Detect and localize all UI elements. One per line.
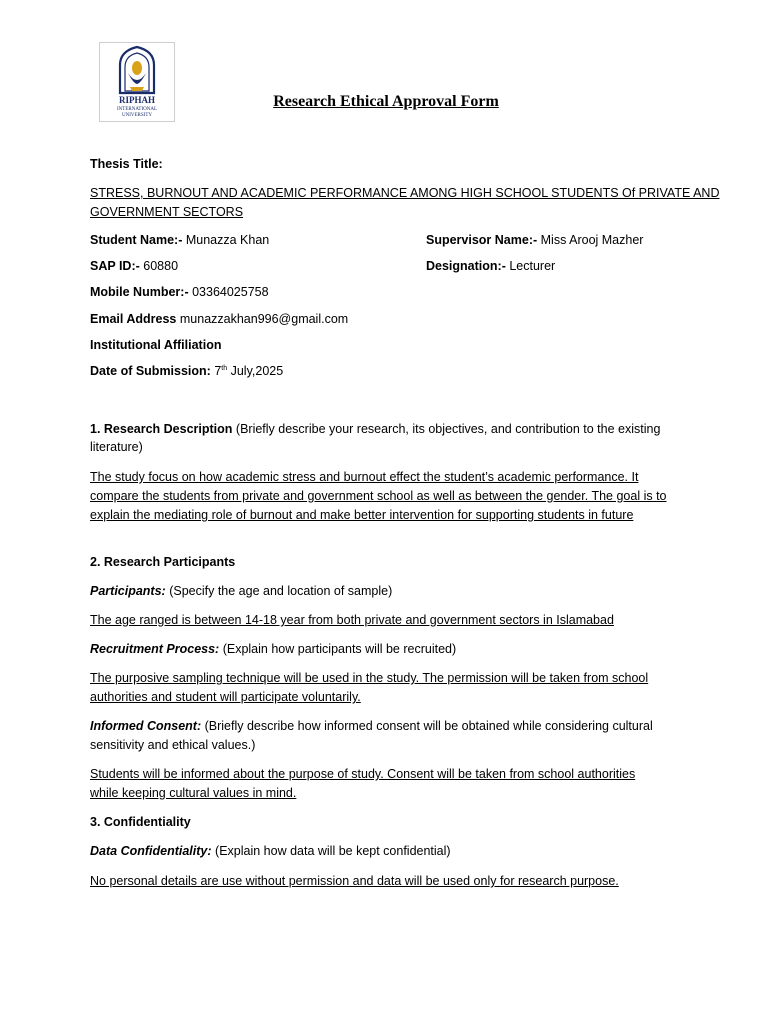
student-name-value: Munazza Khan: [185, 233, 270, 247]
logo-name: RIPHAH: [119, 95, 155, 105]
mobile-value: 03364025758: [192, 285, 269, 299]
recruitment-row: [90, 640, 682, 659]
consent-instruction-line1: (Briefly describe how informed consent will be obtained while considering cultural: [204, 719, 653, 733]
thesis-title-line1: STRESS, BURNOUT AND ACADEMIC PERFORMANCE AMONG HIGH SCHOOL STUDENTS Of PRIVATE AND: [90, 186, 720, 200]
thesis-title-label: Thesis Title:: [90, 157, 163, 171]
consent-row: [90, 717, 682, 736]
supervisor-name-row: [426, 231, 726, 250]
data-confidentiality-instruction: (Explain how data will be kept confidential): [215, 844, 451, 858]
date-sup: th: [221, 364, 228, 372]
student-name-row: [90, 231, 410, 250]
date-day: 7: [214, 364, 222, 378]
form-title: Research Ethical Approval Form: [273, 93, 499, 110]
participants-answer: The age ranged is between 14-18 year from both private and government sectors in Islamabad: [90, 613, 614, 627]
section3-heading: 3. Confidentiality: [90, 815, 191, 829]
mobile-label: Mobile Number:-: [90, 285, 189, 299]
affiliation-label: Institutional Affiliation: [90, 338, 222, 352]
section1-answer-line2: compare the students from private and government school as well as between the gender. The goal is to: [90, 489, 667, 503]
designation-row: [426, 257, 726, 276]
sap-id-label: SAP ID:-: [90, 259, 140, 273]
data-confidentiality-label: Data Confidentiality:: [90, 844, 212, 858]
recruitment-answer-line1: The purposive sampling technique will be used in the study. The permission will be taken from school: [90, 671, 649, 685]
date-row: [90, 362, 682, 381]
section1-heading: 1. Research Description: [90, 422, 233, 436]
recruitment-label: Recruitment Process:: [90, 642, 220, 656]
logo-sub1: INTERNATIONAL: [117, 107, 157, 112]
consent-instruction-line2: sensitivity and ethical values.): [90, 738, 256, 752]
logo-sub2: UNIVERSITY: [122, 113, 152, 118]
consent-label: Informed Consent:: [90, 719, 202, 733]
consent-answer-line2: while keeping cultural values in mind.: [90, 786, 297, 800]
thesis-title-line2: GOVERNMENT SECTORS: [90, 205, 244, 219]
email-label: Email Address: [90, 312, 177, 326]
section2-heading: 2. Research Participants: [90, 555, 236, 569]
participants-row: [90, 582, 682, 601]
sap-id-row: [90, 257, 410, 276]
section1-answer-line3: explain the mediating role of burnout and make better intervention for supporting students in future: [90, 508, 634, 522]
consent-answer-line1: Students will be informed about the purpose of study. Consent will be taken from school authorities: [90, 767, 636, 781]
student-name-label: Student Name:-: [90, 233, 183, 247]
section1-instruction-line1: (Briefly describe your research, its objectives, and contribution to the existing: [235, 422, 661, 436]
email-row: [90, 310, 682, 329]
participants-label: Participants:: [90, 584, 166, 598]
sap-id-value: 60880: [143, 259, 179, 273]
affiliation-row: [90, 336, 682, 355]
supervisor-name-label: Supervisor Name:-: [426, 233, 538, 247]
supervisor-name-value: Miss Arooj Mazher: [540, 233, 644, 247]
participants-instruction: (Specify the age and location of sample): [169, 584, 393, 598]
data-confidentiality-row: [90, 842, 682, 861]
research-description-row1: [90, 420, 682, 439]
recruitment-instruction: (Explain how participants will be recruited): [222, 642, 457, 656]
date-label: Date of Submission:: [90, 364, 211, 378]
date-rest: July,2025: [230, 364, 284, 378]
section1-instruction-line2: literature): [90, 440, 143, 454]
recruitment-answer-line2: authorities and student will participate voluntarily.: [90, 690, 361, 704]
email-value: munazzakhan996@gmail.com: [179, 312, 349, 326]
data-confidentiality-answer: No personal details are use without permission and data will be used only for research purpose.: [90, 874, 619, 888]
mobile-row: [90, 283, 682, 302]
designation-value: Lecturer: [509, 259, 556, 273]
section1-answer-line1: The study focus on how academic stress and burnout effect the student’s academic performance. It: [90, 470, 639, 484]
designation-label: Designation:-: [426, 259, 506, 273]
